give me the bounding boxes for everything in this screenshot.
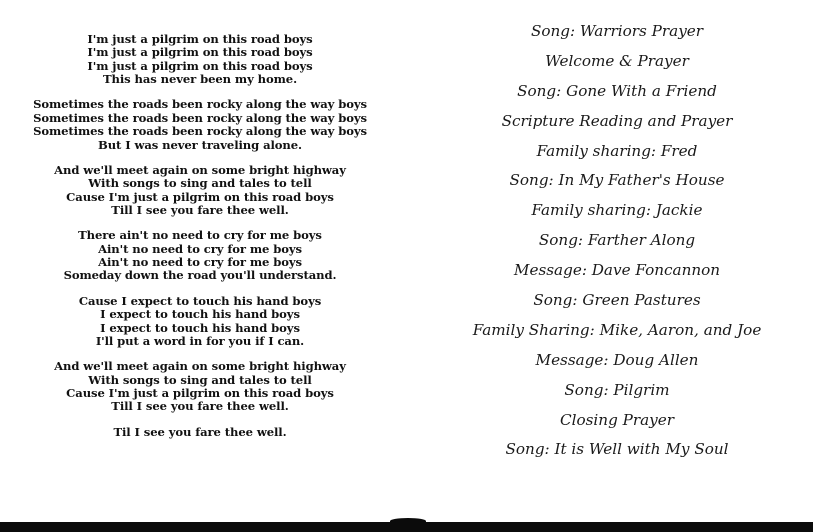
program-item: Song: Gone With a Friend [517, 81, 717, 100]
lyric-line: I expect to touch his hand boys [100, 307, 300, 322]
program-item: Family Sharing: Mike, Aaron, and Joe [472, 320, 762, 339]
lyric-line: Sometimes the roads been rocky along the way boys [33, 124, 367, 139]
lyric-line: Cause I'm just a pilgrim on this road boys [66, 189, 334, 204]
program-item: Song: In My Father's House [509, 171, 725, 190]
lyric-line: Ain't no need to cry for me boys [98, 255, 302, 270]
lyric-line: I'm just a pilgrim on this road boys [87, 45, 313, 60]
lyric-line: With songs to sing and tales to tell [88, 372, 312, 387]
program-item: Message: Doug Allen [535, 350, 699, 369]
program-item: Welcome & Prayer [545, 51, 689, 70]
lyrics-stanza-4 [0, 229, 400, 283]
lyric-line: Till I see you fare thee well. [111, 399, 289, 414]
program-item: Scripture Reading and Prayer [501, 111, 733, 130]
lyric-line: Til I see you fare thee well. [113, 424, 287, 439]
lyric-line: I'll put a word in for you if I can. [95, 333, 305, 348]
program-item: Song: Warriors Prayer [530, 22, 704, 40]
program-item: Song: Pilgrim [564, 380, 670, 399]
program-item: Family sharing: Jackie [531, 201, 703, 220]
lyric-line: Cause I expect to touch his hand boys [78, 293, 322, 308]
lyric-line: Ain't no need to cry for me boys [98, 241, 302, 256]
program-item: Family sharing: Fred [536, 141, 698, 160]
lyric-line: I'm just a pilgrim on this road boys [87, 58, 313, 73]
lyric-line: I'm just a pilgrim on this road boys [87, 32, 313, 46]
lyrics-stanza-3 [0, 164, 400, 218]
lyrics-stanza-7 [0, 426, 400, 439]
lyric-line: There ain't no need to cry for me boys [78, 228, 322, 243]
lyrics-stanza-6 [0, 360, 400, 414]
page-bottom-edge [0, 522, 813, 532]
program-item: Song: Farther Along [538, 231, 696, 250]
program-item: Song: Green Pastures [533, 291, 701, 310]
order-of-service [456, 18, 778, 466]
lyric-line: And we'll meet again on some bright highway [54, 359, 346, 374]
lyrics-stanza-5 [0, 295, 400, 349]
lyric-line: With songs to sing and tales to tell [88, 176, 312, 191]
lyric-line: And we'll meet again on some bright highway [54, 162, 346, 177]
program-item: Closing Prayer [560, 410, 674, 429]
lyric-line: I expect to touch his hand boys [100, 320, 300, 335]
lyric-line: This has never been my home. [103, 72, 297, 87]
lyric-line: Till I see you fare thee well. [111, 203, 289, 218]
lyrics-stanza-2 [0, 98, 400, 152]
lyric-line: But I was never traveling alone. [98, 137, 302, 152]
lyric-line: Someday down the road you'll understand. [63, 268, 337, 283]
lyrics-column [0, 33, 400, 451]
lyric-line: Sometimes the roads been rocky along the way boys [33, 97, 367, 112]
lyrics-stanza-1 [0, 33, 400, 87]
lyric-line: Sometimes the roads been rocky along the way boys [33, 110, 367, 125]
lyric-line: Cause I'm just a pilgrim on this road boys [66, 385, 334, 400]
program-item: Song: It is Well with My Soul [505, 440, 729, 459]
program-item: Message: Dave Foncannon [513, 261, 721, 280]
